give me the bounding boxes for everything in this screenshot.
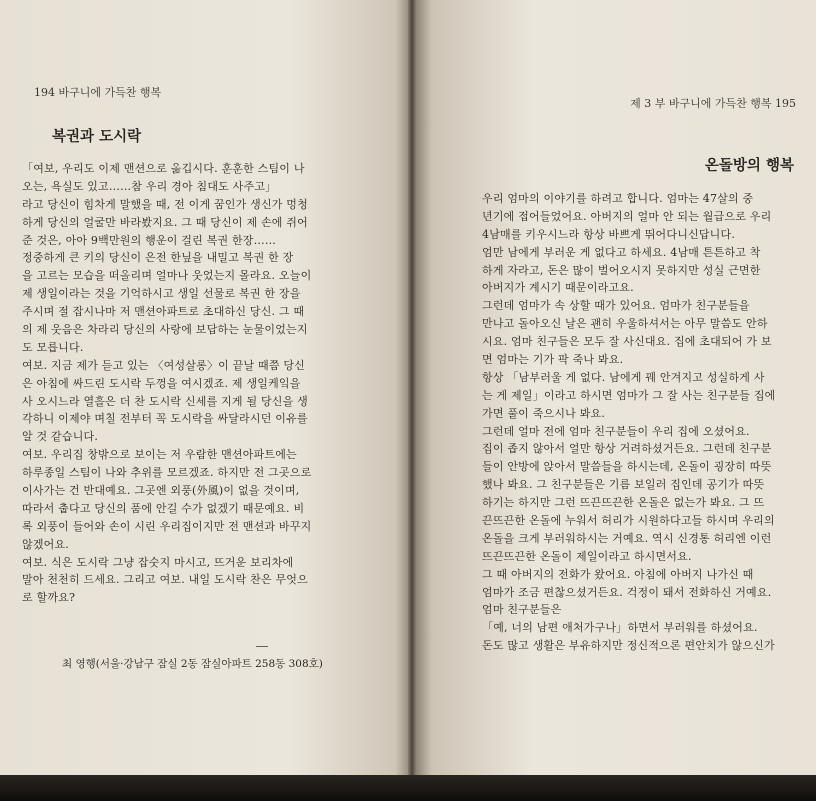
text-line: 은 아침에 싸드린 도시락 두껑을 여시겠죠. 제 생일케잌을 bbox=[22, 376, 301, 390]
text-line: 로 할까요? bbox=[22, 591, 76, 605]
text-line: 그 때 아버지의 전화가 왔어요. 아침에 아버지 나가신 때 bbox=[482, 567, 754, 581]
right-running-head: 제 3 부 바구니에 가득찬 행복 195 bbox=[630, 97, 796, 110]
text-line: 을 고르는 모습을 떠올리며 얼마나 웃었는지 몰라요. 오늘이 bbox=[22, 269, 312, 283]
text-line: 제 생일이라는 것을 기억하시고 생일 선물로 복권 한 장을 bbox=[22, 287, 301, 301]
right-section-title: 온돌방의 행복 bbox=[704, 158, 794, 174]
left-body-text bbox=[22, 160, 394, 607]
text-line: 집이 좁지 않아서 얼만 항상 거려하셨거든요. 그런데 친구분 bbox=[482, 442, 772, 456]
text-line: 여보. 우리집 창밖으로 보이는 저 우람한 맨션아파트에는 bbox=[22, 448, 297, 462]
text-line: 하게 당신의 얼굴만 바라봤지요. 그 때 당신이 제 손에 쥐어 bbox=[22, 215, 308, 229]
book-gutter bbox=[408, 0, 416, 775]
text-line: 여보. 식은 도시락 그냥 잡숫지 마시고, 뜨거운 보리차에 bbox=[22, 555, 294, 569]
text-line: 엄마가 조금 편찮으셨거든요. 걱정이 돼서 전화하신 거예요. bbox=[482, 585, 772, 599]
text-line: 만나고 돌아오신 날은 괜히 우울하셔서는 아무 말씀도 안하 bbox=[482, 317, 768, 331]
text-line: 록 외풍이 들어와 손이 시린 우리집이지만 전 맨션과 바꾸지 bbox=[22, 519, 312, 533]
right-body-text bbox=[482, 190, 814, 655]
text-line: 않겠어요. bbox=[22, 537, 70, 551]
text-line: 의 제 웃음은 차라리 당신의 사랑에 보답하는 눈물이었는지 bbox=[22, 323, 308, 337]
text-line: 엄만 남에게 부러운 게 없다고 하세요. 4남매 튼튼하고 착 bbox=[482, 245, 761, 259]
text-line: 주시며 절 잡시나마 저 맨션아파트로 초대하신 당신. 그 때 bbox=[22, 305, 305, 319]
text-line: 도 모릅니다. bbox=[22, 340, 84, 354]
text-line: 따라서 춥다고 당신의 품에 안길 수가 없겠기 때문예요. 비 bbox=[22, 501, 305, 515]
text-line: 그런데 얼마 전에 엄마 친구분들이 우리 집에 오셨어요. bbox=[482, 424, 750, 438]
text-line: 사 오시느라 열흘은 더 찬 도시락 신세를 지게 될 당신을 생 bbox=[22, 394, 308, 408]
text-line: 했나 봐요. 그 친구분들은 기름 보일러 집인데 공기가 따뜻 bbox=[482, 478, 765, 492]
text-line: 하루종일 스팀이 나와 추위를 모르겠죠. 하지만 전 그곳으로 bbox=[22, 466, 312, 480]
text-line: 들이 안방에 앉아서 말씀들을 하시는데, 온돌이 굉장히 따뜻 bbox=[482, 460, 772, 474]
left-section-title: 복권과 도시락 bbox=[52, 129, 142, 145]
text-line: 라고 당신이 힘차게 말했을 때, 전 이게 꿈인가 생신가 멍청 bbox=[22, 197, 308, 211]
left-running-head: 194 바구니에 가득찬 행복 bbox=[34, 86, 162, 99]
text-line: 시요. 엄마 친구들은 모두 잘 사신대요. 집에 초대되어 가 보 bbox=[482, 335, 772, 349]
text-line: 아버지가 계시기 때문이라고요. bbox=[482, 281, 634, 295]
author-signature: 최 영행(서울·강남구 잠실 2동 잠실아파트 258동 308호) bbox=[62, 658, 323, 670]
text-line: 이사가는 건 반대예요. 그곳엔 외풍(外風)이 없을 것이며, bbox=[22, 484, 300, 498]
text-line: 알 것 같습니다. bbox=[22, 430, 99, 444]
text-line: 준 것은, 아아 9백만원의 행운이 걸린 복권 한장…… bbox=[22, 233, 277, 247]
text-line: 온돌을 크게 부러워하시는 거예요. 역시 신경통 허리엔 이런 bbox=[482, 531, 772, 545]
text-line: 뜨끈뜨끈한 온돌이 제일이라고 하시면서요. bbox=[482, 549, 692, 563]
background-surface bbox=[0, 775, 816, 801]
text-line: 하게 자라고, 돈은 많이 벌어오시지 못하지만 성실 근면한 bbox=[482, 263, 761, 277]
text-line: 항상 「남부러울 게 없다. 남에게 꿰 안겨지고 성실하게 사 bbox=[482, 370, 765, 384]
text-line: 4남매를 키우시느라 항상 바쁘게 뛰어다니신답니다. bbox=[482, 227, 736, 241]
text-line: 년기에 접어들었어요. 아버지의 얼마 안 되는 월급으로 우리 bbox=[482, 209, 772, 223]
text-line: 면 엄마는 기가 팍 죽나 봐요. bbox=[482, 353, 624, 367]
text-line: 우리 엄마의 이야기를 하려고 합니다. 엄마는 47살의 중 bbox=[482, 192, 754, 205]
text-line: 「예, 너의 남편 애처가구나」하면서 부러워를 하셨어요. bbox=[482, 621, 758, 635]
text-line: 는 게 제일」이라고 하시면 엄마가 그 잘 사는 친구분들 집에 bbox=[482, 388, 776, 402]
text-line: 각하니 이제야 며칠 전부터 꼭 도시락을 싸달라시던 이유를 bbox=[22, 412, 308, 426]
text-line: 여보. 지금 제가 듣고 있는 〈여성살롱〉이 끝날 때쯤 당신 bbox=[22, 358, 306, 372]
signature-divider bbox=[256, 646, 268, 647]
text-line: 「여보, 우리도 이제 맨션으로 옮깁시다. 훈훈한 스팀이 나 bbox=[22, 162, 305, 175]
text-line: 하기는 하지만 그런 뜨끈뜨끈한 온돌은 없는가 봐요. 그 뜨 bbox=[482, 496, 765, 510]
text-line: 오는, 욕실도 있고……참 우리 경아 침대도 사주고」 bbox=[22, 179, 277, 193]
text-line: 가면 풀이 죽으시나 봐요. bbox=[482, 406, 606, 420]
text-line: 끈뜨끈한 온돌에 누워서 허리가 시원하다고들 하시며 우리의 bbox=[482, 514, 775, 528]
text-line: 엄마 친구분들은 bbox=[482, 603, 562, 617]
text-line: 그런데 엄마가 속 상할 때가 있어요. 엄마가 친구분들을 bbox=[482, 299, 750, 313]
text-line: 돈도 많고 생활은 부유하지만 정신적으론 편안치가 않으신가 bbox=[482, 639, 775, 653]
text-line: 정중하게 큰 키의 당신이 은전 한닢을 내밀고 복권 한 장 bbox=[22, 251, 294, 265]
text-line: 말아 천천히 드세요. 그리고 여보. 내일 도시락 찬은 무엇으 bbox=[22, 573, 308, 587]
